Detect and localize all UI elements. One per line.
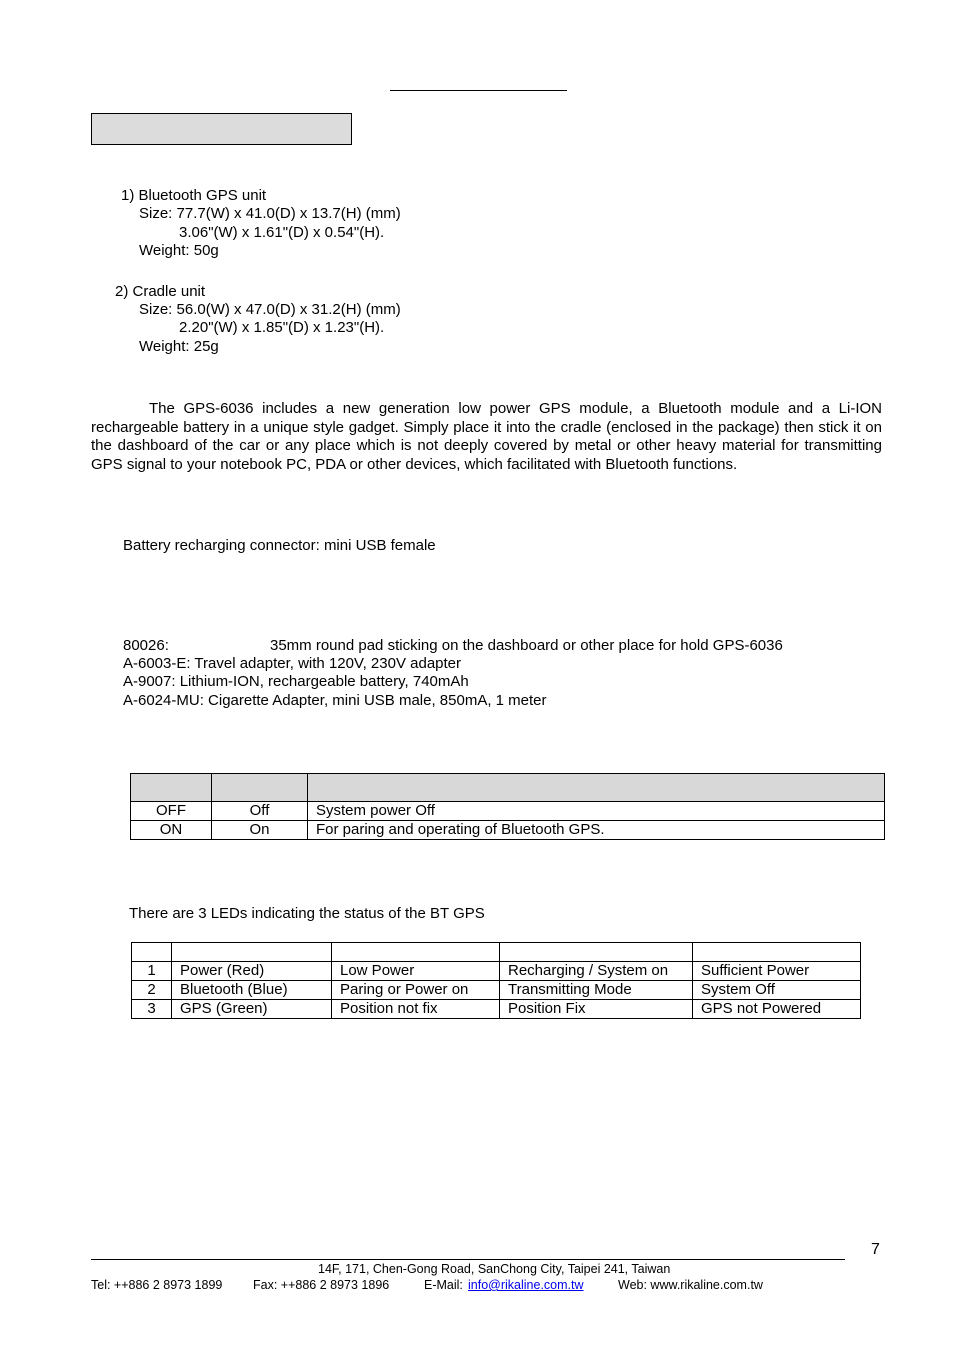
table-cell: 2 [132,981,172,1000]
footer-tel: Tel: ++886 2 8973 1899 [91,1278,223,1292]
table-cell: OFF [131,802,212,821]
footer-email-label: E-Mail: [424,1278,463,1292]
table-header-cell [332,943,500,962]
accessory-item: A-9007: Lithium-ION, rechargeable battery, 740mAh [123,673,469,690]
table-header-cell [212,774,308,802]
accessory-item: A-6003-E: Travel adapter, with 120V, 230V adapter [123,655,462,672]
table-cell: System power Off [308,802,885,821]
table-cell: GPS (Green) [172,1000,332,1019]
switch-table [130,773,885,840]
table-cell: 1 [132,962,172,981]
table-cell: GPS not Powered [693,1000,861,1019]
table-cell: Position not fix [332,1000,500,1019]
table-header-cell [693,943,861,962]
table-header-cell [172,943,332,962]
table-cell: System Off [693,981,861,1000]
table-header-row [132,943,861,962]
table-cell: Transmitting Mode [500,981,693,1000]
table-header-cell [132,943,172,962]
cradle-size-mm: Size: 56.0(W) x 47.0(D) x 31.2(H) (mm) [139,301,401,318]
table-cell: Power (Red) [172,962,332,981]
bt-unit-title: 1) Bluetooth GPS unit [121,187,267,204]
bt-unit-size-in: 3.06"(W) x 1.61"(D) x 0.54"(H). [179,224,385,241]
accessory-code: 80026: [123,637,169,654]
connector-text: Battery recharging connector: mini USB female [123,537,436,554]
cradle-title: 2) Cradle unit [115,283,206,300]
table-cell: Recharging / System on [500,962,693,981]
footer-web: Web: www.rikaline.com.tw [618,1278,763,1292]
table-header-row [131,774,885,802]
accessory-item: A-6024-MU: Cigarette Adapter, mini USB male, 850mA, 1 meter [123,692,547,709]
accessory-desc: 35mm round pad sticking on the dashboard or other place for hold GPS-6036 [270,637,783,654]
footer-address: 14F, 171, Chen-Gong Road, SanChong City, Taipei 241, Taiwan [318,1262,671,1276]
table-cell: Bluetooth (Blue) [172,981,332,1000]
description-paragraph: The GPS-6036 includes a new generation low power GPS module, a Bluetooth module and a Li-ION rechargeable battery in a unique style gadget. Simply place it into the cradle (enclosed in the package) then stick it on the dashboard of the car or any place which is not deeply covered by metal or other heavy material for transmitting GPS signal to your notebook PC, PDA or other devices, which facilitated with Bluetooth functions. [91,400,882,473]
bt-unit-weight: Weight: 50g [139,242,219,259]
footer-email-link[interactable]: info@rikaline.com.tw [468,1278,584,1292]
cradle-size-in: 2.20"(W) x 1.85"(D) x 1.23"(H). [179,319,385,336]
table-row [131,821,885,840]
table-cell: 3 [132,1000,172,1019]
table-cell: Off [212,802,308,821]
table-cell: On [212,821,308,840]
page-number: 7 [871,1241,880,1258]
footer-rule [91,1259,845,1260]
table-cell: Paring or Power on [332,981,500,1000]
table-cell: Position Fix [500,1000,693,1019]
table-cell: ON [131,821,212,840]
bt-unit-size-mm: Size: 77.7(W) x 41.0(D) x 13.7(H) (mm) [139,205,401,222]
section-title-box [91,113,352,145]
led-intro: There are 3 LEDs indicating the status of the BT GPS [129,905,485,922]
table-cell: Sufficient Power [693,962,861,981]
led-table [131,942,861,1019]
table-row [131,802,885,821]
table-cell: Low Power [332,962,500,981]
table-row [132,1000,861,1019]
table-header-cell [500,943,693,962]
table-row [132,962,861,981]
table-header-cell [131,774,212,802]
header-rule [390,90,567,91]
table-row [132,981,861,1000]
cradle-weight: Weight: 25g [139,338,219,355]
table-header-cell [308,774,885,802]
footer-fax: Fax: ++886 2 8973 1896 [253,1278,390,1292]
table-cell: For paring and operating of Bluetooth GPS. [308,821,885,840]
